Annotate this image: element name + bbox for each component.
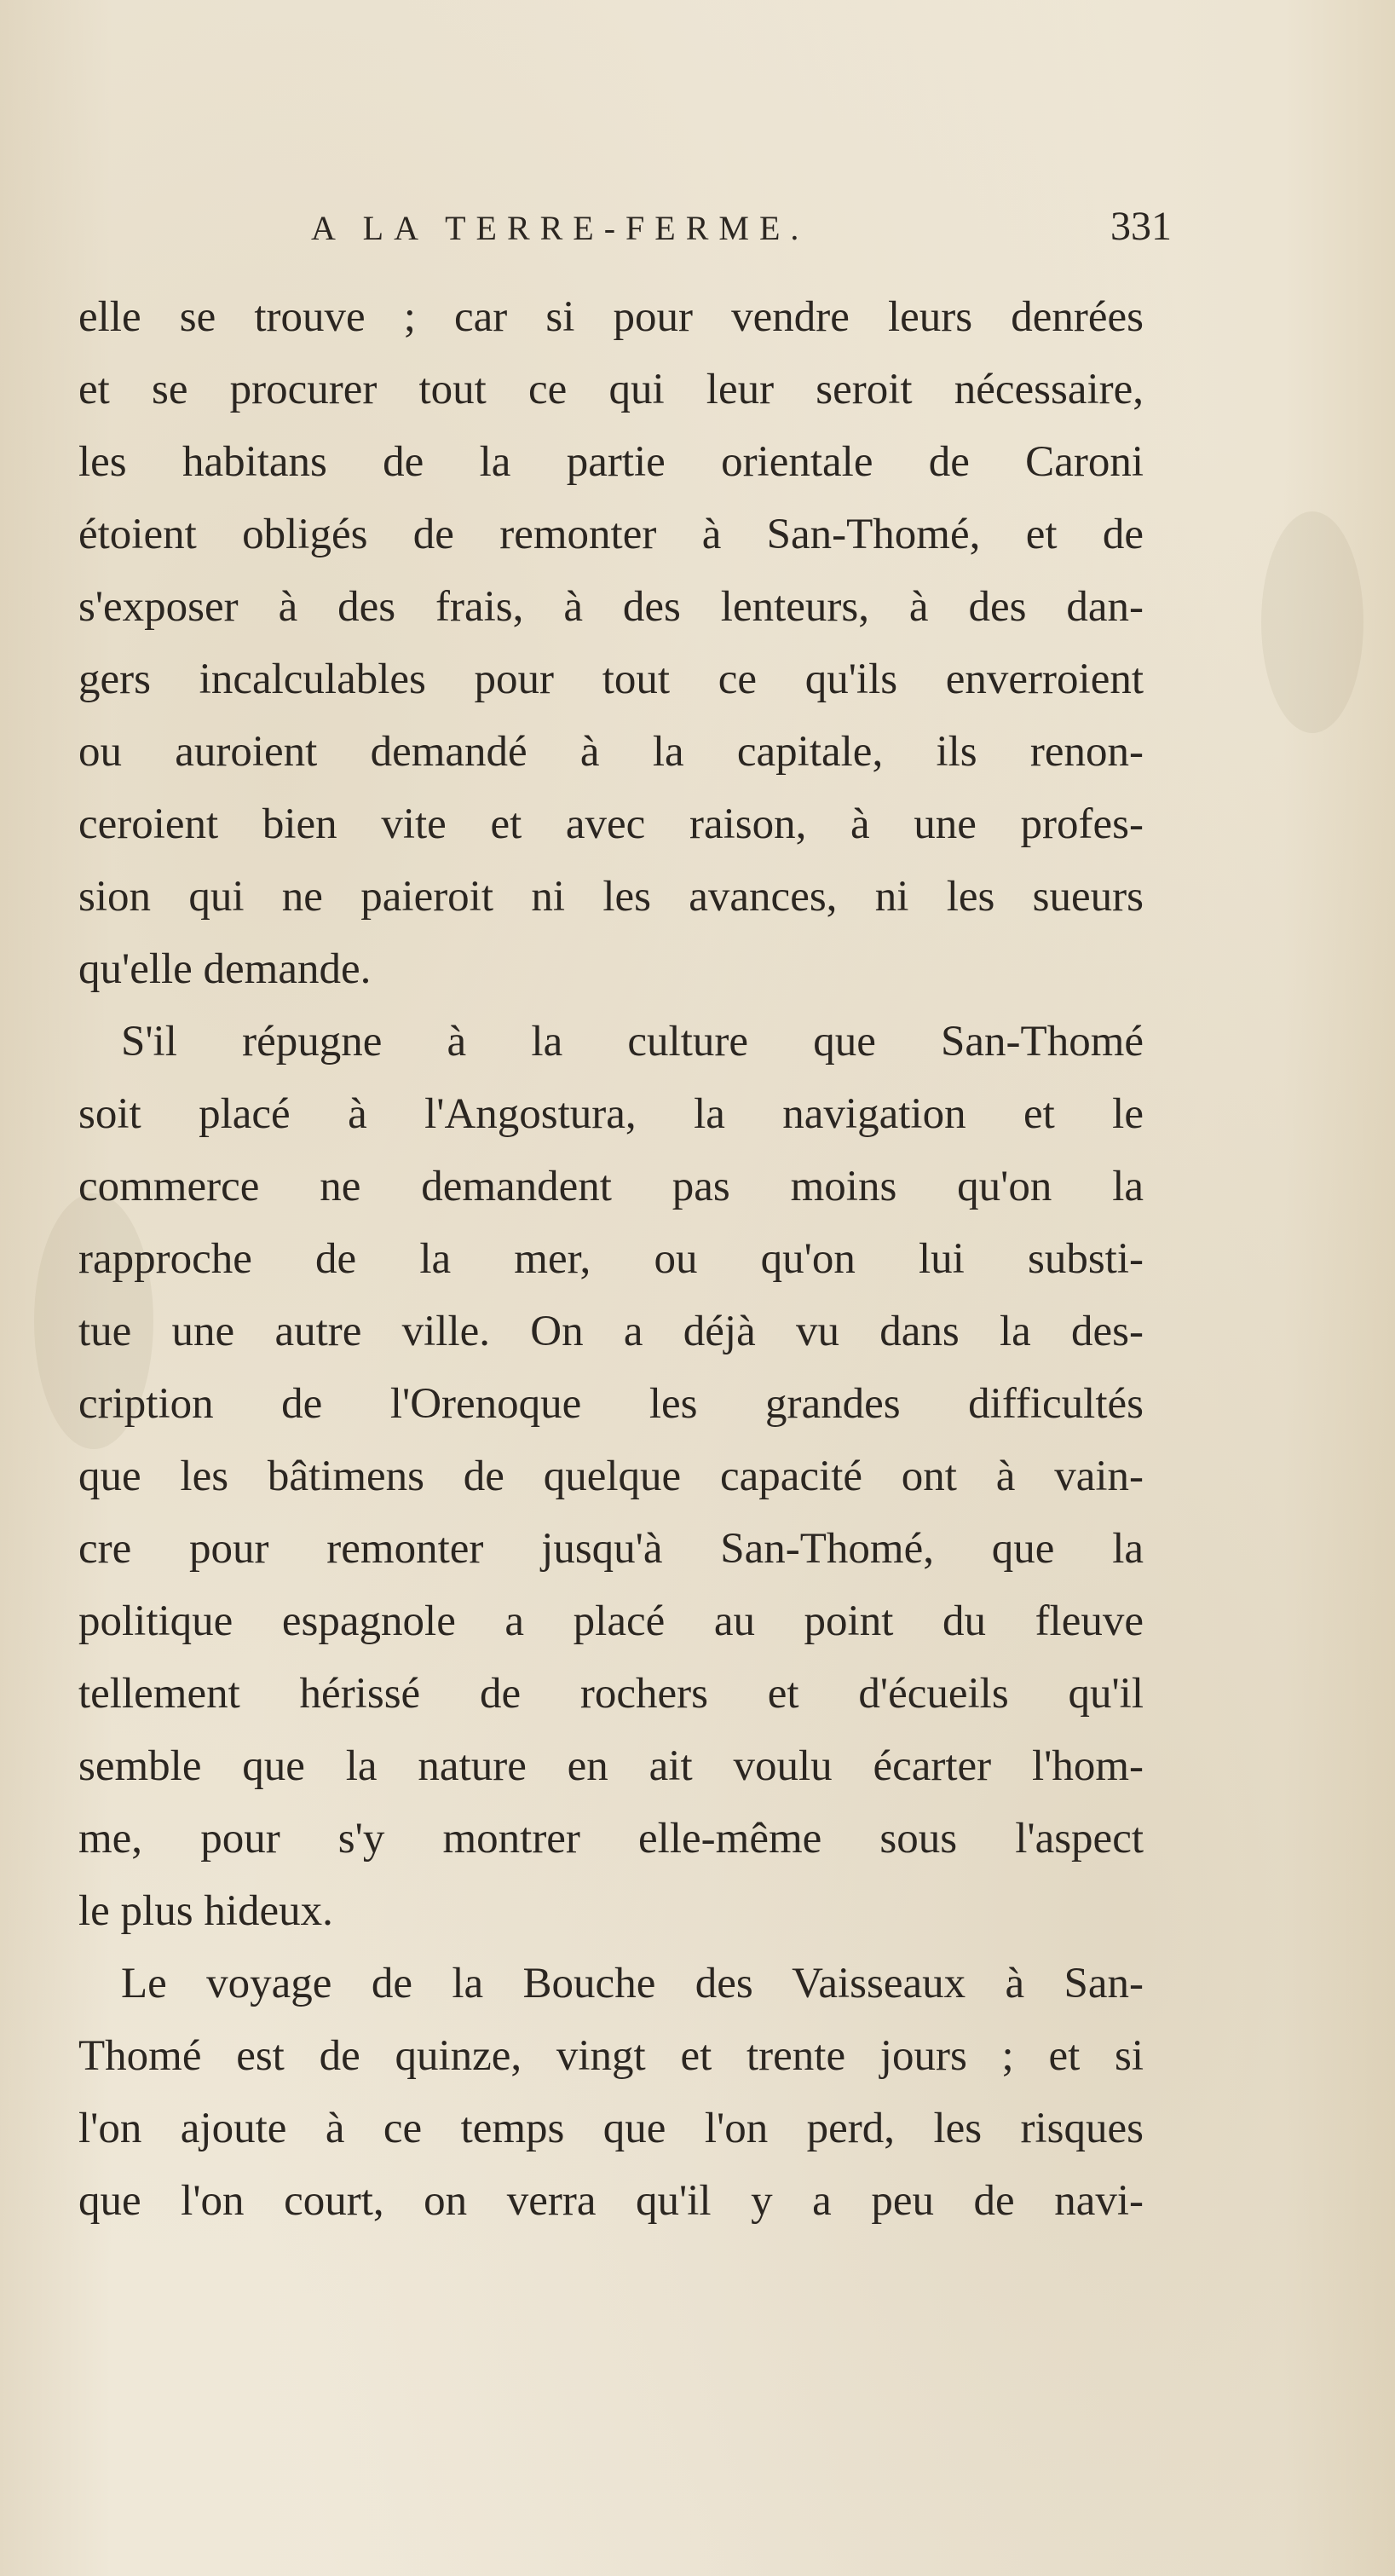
text-line: me, pour s'y montrer elle-même sous l'aspect <box>78 1815 1144 1863</box>
running-head <box>311 204 1172 268</box>
text-line: cre pour remonter jusqu'à San-Thomé, que la <box>78 1525 1144 1573</box>
page-number: 331 <box>1110 204 1172 249</box>
text-line: l'on ajoute à ce temps que l'on perd, les risques <box>78 2105 1144 2152</box>
text-line: gers incalculables pour tout ce qu'ils enverroient <box>78 656 1144 703</box>
text-line: tue une autre ville. On a déjà vu dans la des- <box>78 1308 1144 1355</box>
text-line: que les bâtimens de quelque capacité ont à vain- <box>78 1453 1144 1500</box>
paper-stain <box>1261 511 1363 733</box>
text-line: politique espagnole a placé au point du fleuve <box>78 1597 1144 1645</box>
paragraph <box>78 1006 1144 1948</box>
text-line: Thomé est de quinze, vingt et trente jours ; et si <box>78 2032 1144 2080</box>
text-line: sion qui ne paieroit ni les avances, ni les sueurs <box>78 873 1144 921</box>
text-line: ceroient bien vite et avec raison, à une profes- <box>78 800 1144 848</box>
text-line: étoient obligés de remonter à San-Thomé, et de <box>78 511 1144 558</box>
text-line: cription de l'Orenoque les grandes difficultés <box>78 1380 1144 1428</box>
text-line: et se procurer tout ce qui leur seroit nécessaire, <box>78 366 1144 413</box>
text-line: commerce ne demandent pas moins qu'on la <box>78 1163 1144 1210</box>
paragraph <box>78 281 1144 1006</box>
text-line: le plus hideux. <box>78 1887 333 1935</box>
paragraph <box>78 1948 1144 2238</box>
text-line: elle se trouve ; car si pour vendre leurs denrées <box>78 293 1144 341</box>
text-line: S'il répugne à la culture que San-Thomé <box>121 1018 1144 1066</box>
text-line: Le voyage de la Bouche des Vaisseaux à San- <box>121 1960 1144 2007</box>
text-line: s'exposer à des frais, à des lenteurs, à des dan- <box>78 583 1144 631</box>
text-line: que l'on court, on verra qu'il y a peu de navi- <box>78 2177 1144 2225</box>
text-line: ou auroient demandé à la capitale, ils renon- <box>78 728 1144 776</box>
body-text <box>78 281 1144 2238</box>
running-title: A LA TERRE-FERME. <box>311 209 810 247</box>
text-line: tellement hérissé de rochers et d'écueils qu'il <box>78 1670 1144 1718</box>
text-line: les habitans de la partie orientale de Caroni <box>78 438 1144 486</box>
text-line: qu'elle demande. <box>78 945 372 993</box>
text-line: rapproche de la mer, ou qu'on lui substi- <box>78 1235 1144 1283</box>
text-line: soit placé à l'Angostura, la navigation et le <box>78 1090 1144 1138</box>
text-line: semble que la nature en ait voulu écarter l'hom- <box>78 1742 1144 1790</box>
